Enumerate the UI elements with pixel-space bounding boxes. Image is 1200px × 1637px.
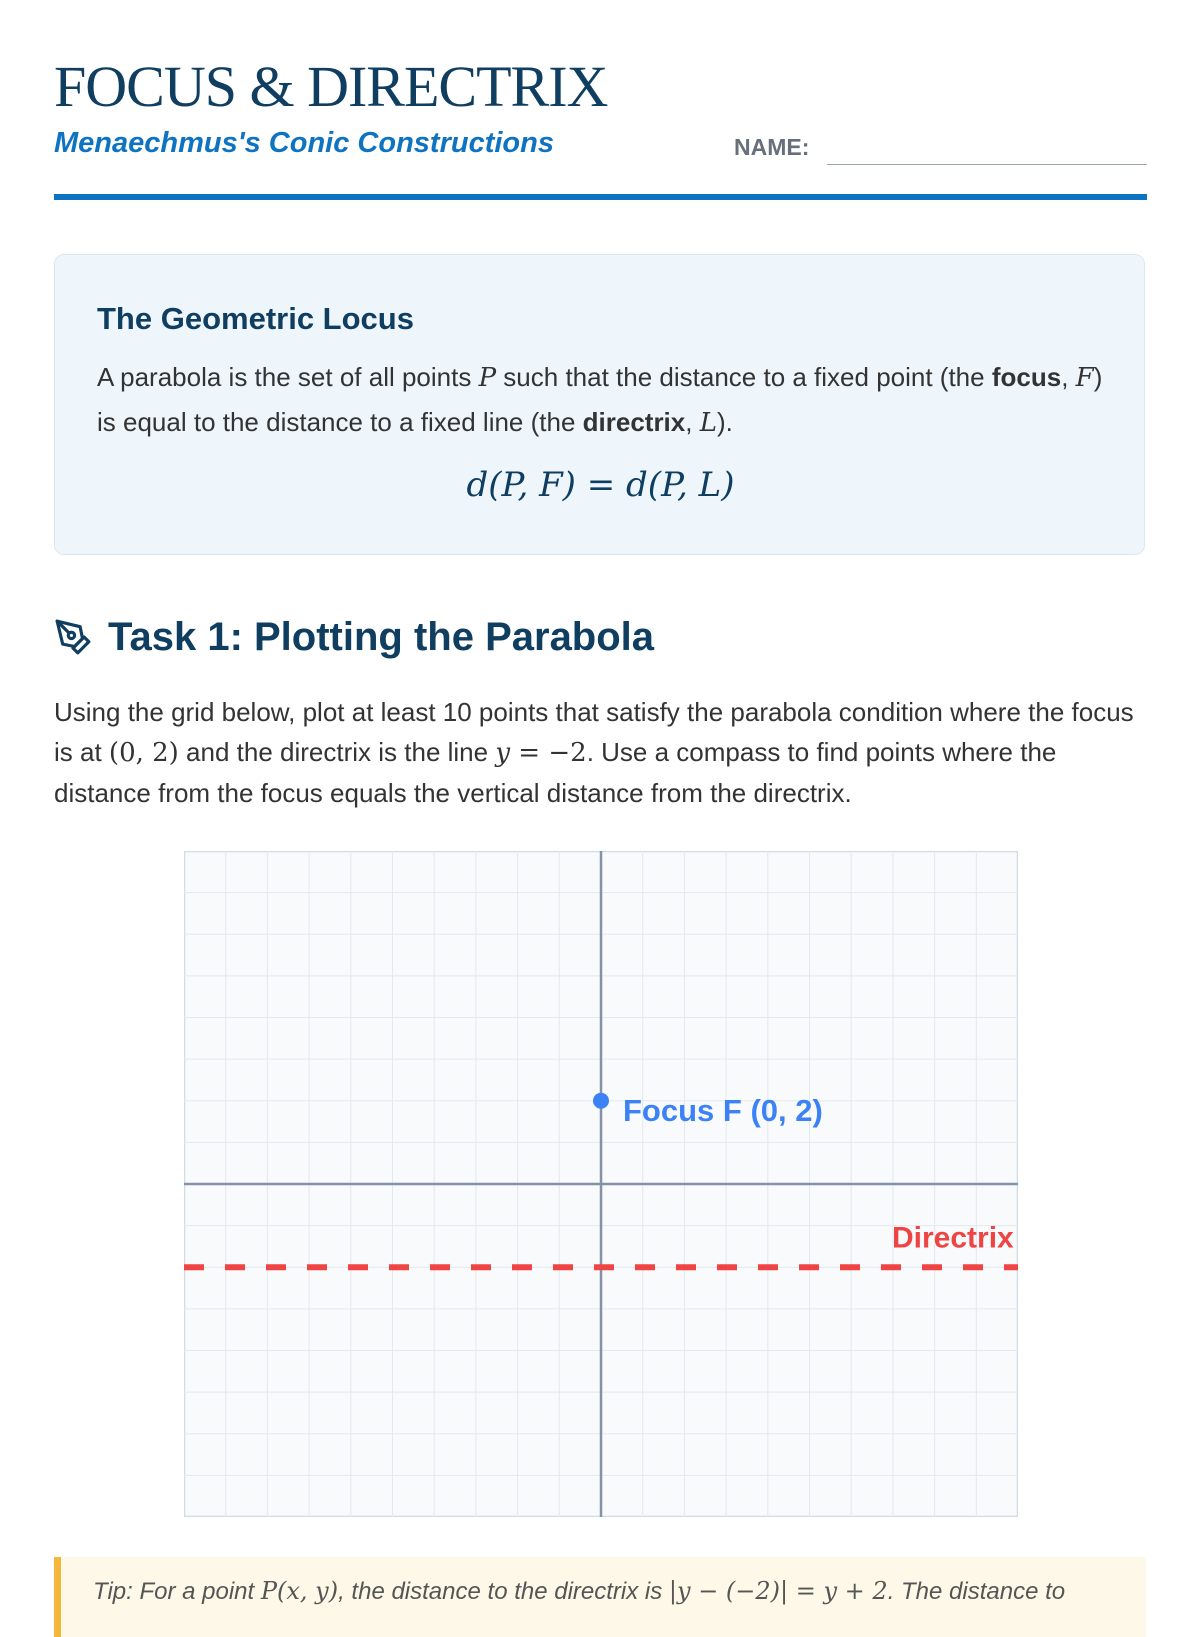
task-text-part: Using the grid below, plot at least 10 points that satisfy the parabola condition where the focus is at [54,697,1134,767]
task-title: Task 1: Plotting the Parabola [108,614,655,659]
definition-box [54,254,1145,555]
focus-coordinates: (0, 2) [108,738,179,768]
directrix-equation: = −2 [510,738,587,768]
math-var-l: L [699,408,717,438]
math-var-f: F [1075,363,1094,393]
definition-text-part: ) is equal to the distance to a fixed line (the [97,362,1103,437]
definition-text-part: , [685,407,700,437]
task-text-part: and the directrix is the line [178,737,496,767]
definition-text-part: A parabola is the set of all points [97,362,479,392]
focus-label: Focus F (0, 2) [623,1092,823,1128]
focus-point [593,1093,609,1109]
definition-heading: The Geometric Locus [97,301,414,336]
definition-text-part: , [1061,362,1076,392]
tip-expression: |y − (−2)| = y + 2 [668,1577,888,1605]
task-text-part: . Use a compass to find points where the distance from the focus equals the vertical distance from the directrix. [54,737,1057,808]
name-field[interactable] [827,164,1147,165]
directrix-term: directrix [582,407,686,437]
definition-text-part: such that the distance to a fixed point (the [496,362,992,392]
focus-term: focus [991,362,1062,392]
grid-canvas[interactable] [184,851,1018,1517]
directrix-equation-var: y [495,738,511,768]
plotting-grid[interactable] [184,851,1018,1517]
page-subtitle: Menaechmus's Conic Constructions [54,127,554,159]
tip-text [93,1577,1133,1606]
definition-text [97,355,1107,445]
page-title: FOCUS & DIRECTRIX [54,54,608,119]
tip-point: P(x, y) [260,1577,339,1605]
tip-box [54,1557,1146,1637]
tip-text-part: Tip: For a point [93,1578,261,1605]
directrix-label: Directrix [892,1221,1014,1255]
task-heading [54,612,654,662]
tip-text-part: . The distance to [887,1578,1066,1605]
math-var-p: P [478,363,497,393]
pen-icon [54,618,92,656]
task-instructions [54,692,1146,813]
definition-formula: d(P, F) = d(P, L) [466,465,735,505]
definition-text-part: ). [716,407,733,437]
header-divider [54,194,1147,200]
tip-text-part: , the distance to the directrix is [338,1578,669,1605]
name-label: NAME: [734,134,810,160]
